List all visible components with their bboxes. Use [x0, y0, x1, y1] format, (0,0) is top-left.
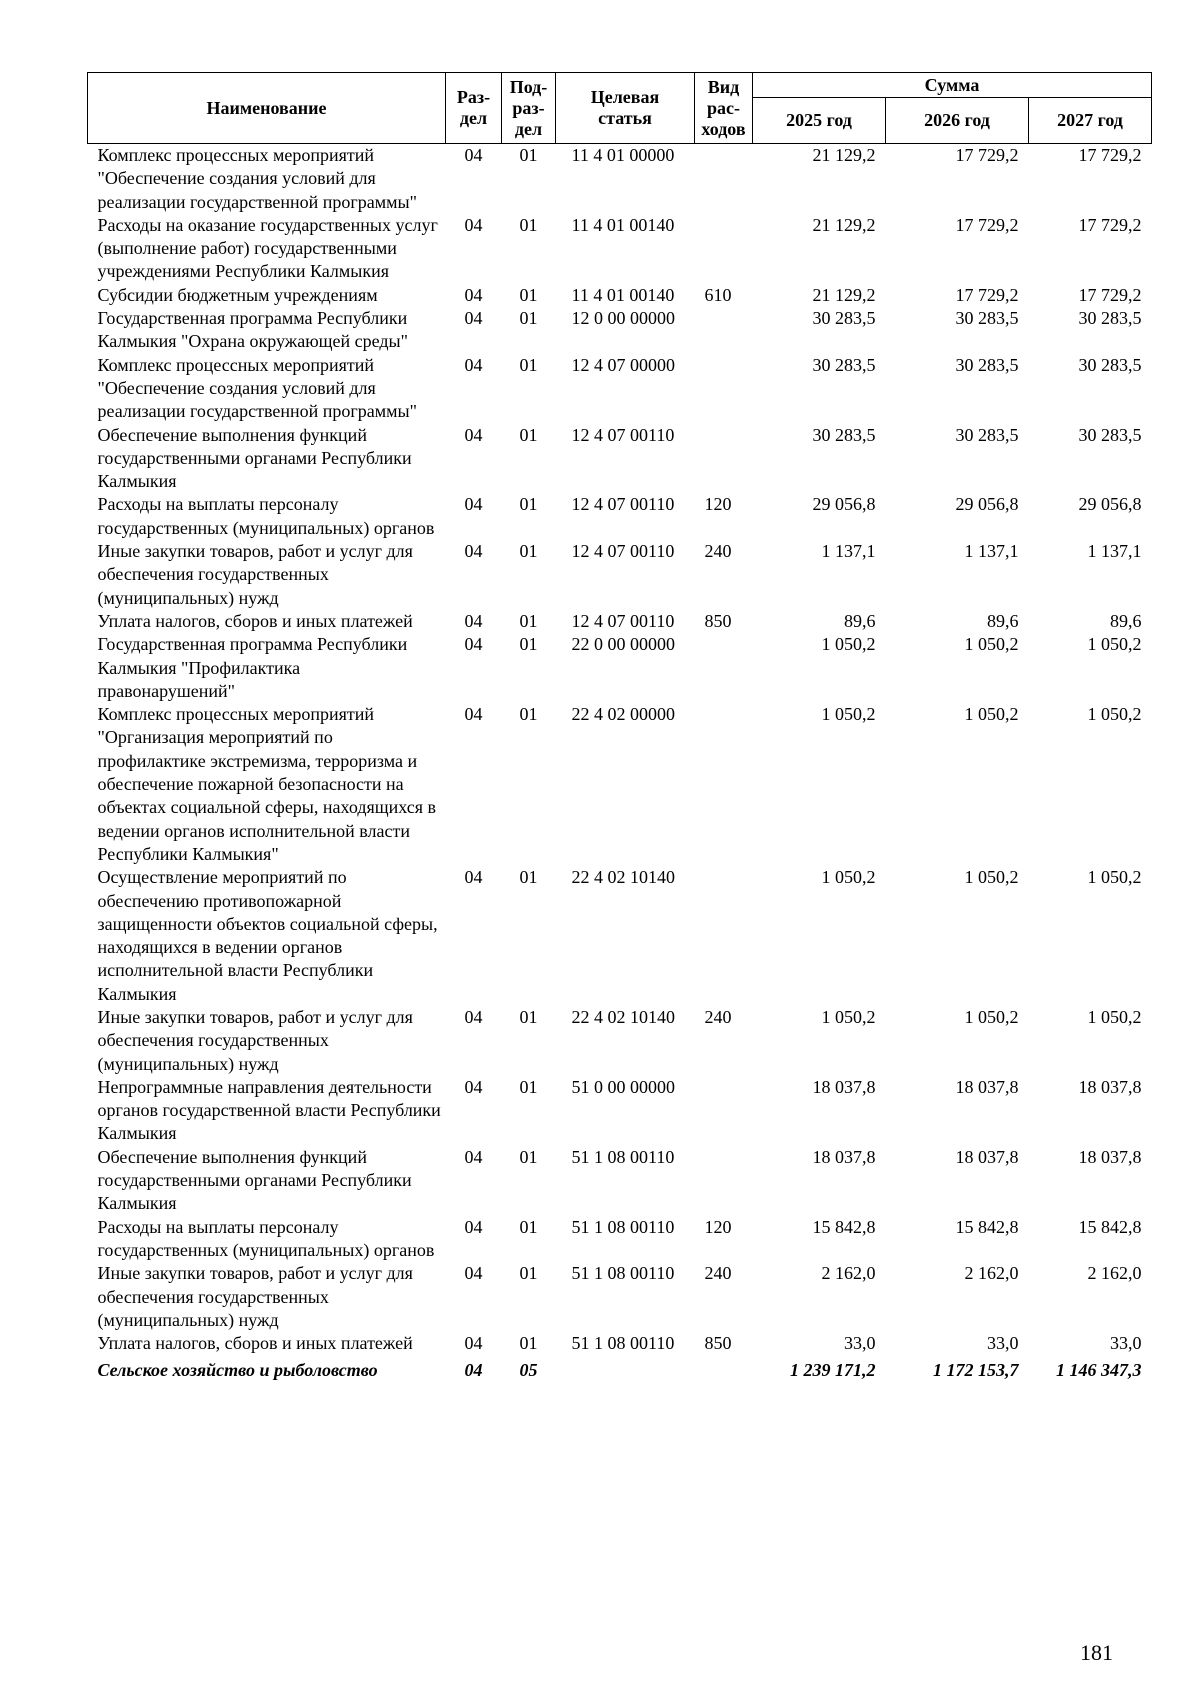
row-vid-rashodov [695, 1076, 753, 1146]
row-vid-rashodov: 120 [704, 1216, 732, 1237]
row-celevaya-statya: 51 1 08 00110 [571, 1216, 675, 1237]
row-amount-2026: 30 283,5 [955, 354, 1019, 375]
row-amount-2025: 21 129,2 [812, 214, 876, 235]
header-razdel: Раз- дел [446, 73, 502, 144]
row-amount-2026: 1 172 153,7 [933, 1360, 1019, 1381]
table-row [88, 866, 1152, 1006]
row-celevaya-statya [556, 1355, 695, 1382]
row-celevaya-statya: 22 4 02 10140 [571, 1006, 675, 1027]
row-amount-2026: 1 050,2 [964, 704, 1019, 725]
row-name: Уплата налогов, сборов и иных платежей [97, 1333, 413, 1354]
row-amount-2025: 30 283,5 [812, 308, 876, 329]
row-amount-2027: 18 037,8 [1078, 1076, 1142, 1097]
row-vid-rashodov: 120 [704, 494, 732, 515]
row-celevaya-statya: 22 4 02 00000 [571, 704, 675, 725]
row-name: Субсидии бюджетным учреждениям [97, 284, 378, 305]
row-razdel: 04 [464, 1146, 483, 1167]
row-amount-2025: 89,6 [844, 610, 876, 631]
row-vid-rashodov [695, 144, 753, 214]
table-row [88, 144, 1152, 214]
row-amount-2025: 1 239 171,2 [790, 1360, 876, 1381]
row-vid-rashodov [695, 633, 753, 703]
row-amount-2026: 1 050,2 [964, 634, 1019, 655]
row-podrazdel: 01 [519, 214, 538, 235]
row-razdel: 04 [464, 634, 483, 655]
row-podrazdel: 05 [519, 1360, 538, 1381]
table-row [88, 703, 1152, 866]
row-name: Государственная программа Республики Калмыкия "Профилактика правонарушений" [97, 634, 408, 701]
row-podrazdel: 01 [519, 867, 538, 888]
row-name: Осуществление мероприятий по обеспечению противопожарной защищенности объектов социальной сферы, находящихся в ведении органов исполнительной власти Республики Калмыкия [97, 867, 438, 1004]
row-name: Уплата налогов, сборов и иных платежей [97, 610, 413, 631]
row-celevaya-statya: 51 1 08 00110 [571, 1263, 675, 1284]
row-amount-2026: 89,6 [987, 610, 1019, 631]
row-amount-2026: 1 050,2 [964, 867, 1019, 888]
row-podrazdel: 01 [519, 704, 538, 725]
row-name: Комплекс процессных мероприятий "Обеспечение создания условий для реализации государственной программы" [97, 354, 417, 422]
row-celevaya-statya: 12 4 07 00000 [571, 354, 675, 375]
header-celevaya-statya: Целевая статья [556, 73, 695, 144]
row-amount-2026: 15 842,8 [955, 1216, 1019, 1237]
table-header [88, 73, 1152, 144]
table-row [88, 284, 1152, 307]
header-podrazdel: Под- раз- дел [502, 73, 556, 144]
row-celevaya-statya: 12 0 00 00000 [571, 308, 675, 329]
row-podrazdel: 01 [519, 284, 538, 305]
row-amount-2027: 1 050,2 [1087, 634, 1142, 655]
row-podrazdel: 01 [519, 1006, 538, 1027]
row-amount-2025: 29 056,8 [812, 494, 876, 515]
row-amount-2026: 1 050,2 [964, 1006, 1019, 1027]
row-name: Комплекс процессных мероприятий "Организация мероприятий по профилактике экстремизма, терроризма и обеспечение пожарной безопасности на объектах социальной сферы, находящихся в ведении органов исполнительной власти Республики Калмыкия" [97, 704, 437, 864]
row-amount-2026: 17 729,2 [955, 214, 1019, 235]
row-razdel: 04 [464, 541, 483, 562]
row-celevaya-statya: 51 0 00 00000 [571, 1076, 675, 1097]
row-razdel: 04 [464, 1216, 483, 1237]
row-podrazdel: 01 [519, 424, 538, 445]
row-vid-rashodov [695, 354, 753, 424]
page-number: 181 [1080, 1640, 1113, 1665]
row-amount-2027: 1 146 347,3 [1056, 1360, 1142, 1381]
row-name: Комплекс процессных мероприятий "Обеспечение создания условий для реализации государственной программы" [97, 145, 417, 212]
row-name: Непрограммные направления деятельности органов государственной власти Республики Калмыкия [97, 1076, 441, 1144]
row-vid-rashodov: 240 [704, 1263, 732, 1284]
row-amount-2025: 15 842,8 [812, 1216, 876, 1237]
row-amount-2027: 15 842,8 [1078, 1216, 1142, 1237]
row-amount-2026: 18 037,8 [955, 1146, 1019, 1167]
row-amount-2025: 1 137,1 [821, 541, 876, 562]
row-podrazdel: 01 [519, 1146, 538, 1167]
table-body [88, 144, 1152, 1383]
table-row [88, 307, 1152, 354]
row-amount-2026: 18 037,8 [955, 1076, 1019, 1097]
row-razdel: 04 [464, 424, 483, 445]
row-name: Иные закупки товаров, работ и услуг для обеспечения государственных (муниципальных) нужд [97, 1006, 413, 1074]
header-year-2026: 2026 год [886, 98, 1029, 144]
row-razdel: 04 [464, 1263, 483, 1284]
row-name: Расходы на выплаты персоналу государственных (муниципальных) органов [97, 1216, 435, 1260]
table-row-section-total [88, 1355, 1152, 1382]
table-row [88, 1006, 1152, 1076]
row-amount-2027: 30 283,5 [1078, 308, 1142, 329]
row-amount-2027: 1 050,2 [1087, 704, 1142, 725]
row-razdel: 04 [464, 1076, 483, 1097]
row-celevaya-statya: 11 4 01 00000 [571, 145, 675, 165]
row-amount-2026: 30 283,5 [955, 308, 1019, 329]
row-name: Иные закупки товаров, работ и услуг для обеспечения государственных (муниципальных) нужд [97, 541, 413, 608]
row-amount-2025: 33,0 [844, 1333, 876, 1354]
row-amount-2025: 21 129,2 [812, 145, 876, 165]
row-celevaya-statya: 22 0 00 00000 [571, 634, 675, 655]
row-razdel: 04 [464, 1006, 483, 1027]
row-celevaya-statya: 22 4 02 10140 [571, 867, 675, 888]
row-name: Государственная программа Республики Калмыкия "Охрана окружающей среды" [97, 308, 408, 352]
row-amount-2027: 29 056,8 [1078, 494, 1142, 515]
row-podrazdel: 01 [519, 1263, 538, 1284]
row-vid-rashodov: 850 [704, 1333, 732, 1354]
row-celevaya-statya: 12 4 07 00110 [571, 541, 675, 562]
row-amount-2027: 1 050,2 [1087, 1006, 1142, 1027]
row-amount-2027: 17 729,2 [1078, 214, 1142, 235]
row-vid-rashodov: 610 [704, 284, 732, 305]
table-row [88, 540, 1152, 610]
row-razdel: 04 [464, 214, 483, 235]
table-row [88, 354, 1152, 424]
row-amount-2027: 17 729,2 [1078, 284, 1142, 305]
table-row [88, 214, 1152, 284]
row-podrazdel: 01 [519, 610, 538, 631]
row-podrazdel: 01 [519, 308, 538, 329]
row-amount-2027: 17 729,2 [1078, 145, 1142, 165]
row-razdel: 04 [464, 308, 483, 329]
row-amount-2027: 1 137,1 [1087, 541, 1142, 562]
row-razdel: 04 [464, 704, 483, 725]
row-amount-2026: 17 729,2 [955, 145, 1019, 165]
row-amount-2025: 1 050,2 [821, 867, 876, 888]
row-vid-rashodov [695, 1355, 753, 1382]
row-podrazdel: 01 [519, 1076, 538, 1097]
row-amount-2027: 33,0 [1110, 1333, 1142, 1354]
row-amount-2027: 1 050,2 [1087, 867, 1142, 888]
row-celevaya-statya: 51 1 08 00110 [571, 1333, 675, 1354]
row-amount-2027: 30 283,5 [1078, 424, 1142, 445]
header-summa: Сумма [753, 73, 1152, 98]
row-amount-2025: 18 037,8 [812, 1076, 876, 1097]
row-amount-2025: 2 162,0 [821, 1263, 876, 1284]
table-row [88, 493, 1152, 540]
row-celevaya-statya: 12 4 07 00110 [571, 424, 675, 445]
row-razdel: 04 [464, 1333, 483, 1354]
row-amount-2025: 30 283,5 [812, 424, 876, 445]
row-vid-rashodov: 240 [704, 541, 732, 562]
row-vid-rashodov [695, 703, 753, 866]
row-razdel: 04 [464, 494, 483, 515]
row-vid-rashodov [695, 214, 753, 284]
row-name: Расходы на выплаты персоналу государственных (муниципальных) органов [97, 494, 435, 538]
row-name: Иные закупки товаров, работ и услуг для обеспечения государственных (муниципальных) нужд [97, 1263, 413, 1330]
document-page [87, 72, 1151, 1383]
row-vid-rashodov: 850 [704, 610, 732, 631]
row-vid-rashodov [695, 866, 753, 1006]
table-row [88, 610, 1152, 633]
table-row [88, 1146, 1152, 1216]
row-amount-2026: 1 137,1 [964, 541, 1019, 562]
row-amount-2026: 29 056,8 [955, 494, 1019, 515]
row-celevaya-statya: 12 4 07 00110 [571, 494, 675, 515]
budget-table [87, 72, 1152, 1383]
row-celevaya-statya: 12 4 07 00110 [571, 610, 675, 631]
row-podrazdel: 01 [519, 1333, 538, 1354]
header-vid-rashodov: Вид рас- ходов [695, 73, 753, 144]
row-razdel: 04 [464, 284, 483, 305]
row-amount-2025: 1 050,2 [821, 1006, 876, 1027]
row-razdel: 04 [464, 145, 483, 165]
row-amount-2026: 33,0 [987, 1333, 1019, 1354]
row-amount-2026: 2 162,0 [964, 1263, 1019, 1284]
row-name: Сельское хозяйство и рыболовство [97, 1360, 378, 1381]
row-amount-2025: 21 129,2 [812, 284, 876, 305]
row-razdel: 04 [464, 1360, 483, 1381]
header-name: Наименование [88, 73, 446, 144]
row-podrazdel: 01 [519, 1216, 538, 1237]
table-row [88, 1262, 1152, 1332]
row-celevaya-statya: 11 4 01 00140 [571, 214, 675, 235]
row-podrazdel: 01 [519, 145, 538, 165]
row-name: Обеспечение выполнения функций государственными органами Республики Калмыкия [97, 424, 412, 492]
row-razdel: 04 [464, 610, 483, 631]
table-row [88, 424, 1152, 494]
row-amount-2027: 30 283,5 [1078, 354, 1142, 375]
row-amount-2027: 18 037,8 [1078, 1146, 1142, 1167]
row-amount-2026: 30 283,5 [955, 424, 1019, 445]
header-year-2027: 2027 год [1029, 98, 1152, 144]
row-podrazdel: 01 [519, 354, 538, 375]
row-amount-2025: 30 283,5 [812, 354, 876, 375]
row-vid-rashodov [695, 1146, 753, 1216]
table-row [88, 1216, 1152, 1263]
row-podrazdel: 01 [519, 541, 538, 562]
table-row [88, 633, 1152, 703]
row-amount-2025: 1 050,2 [821, 704, 876, 725]
row-name: Расходы на оказание государственных услуг (выполнение работ) государственными учреждениями Республики Калмыкия [97, 214, 438, 282]
row-celevaya-statya: 51 1 08 00110 [571, 1146, 675, 1167]
row-vid-rashodov: 240 [704, 1006, 732, 1027]
row-podrazdel: 01 [519, 494, 538, 515]
row-amount-2025: 1 050,2 [821, 634, 876, 655]
row-razdel: 04 [464, 867, 483, 888]
table-row [88, 1332, 1152, 1355]
row-name: Обеспечение выполнения функций государственными органами Республики Калмыкия [97, 1146, 412, 1214]
row-vid-rashodov [695, 307, 753, 354]
row-amount-2025: 18 037,8 [812, 1146, 876, 1167]
row-vid-rashodov [695, 424, 753, 494]
row-celevaya-statya: 11 4 01 00140 [571, 284, 675, 305]
header-year-2025: 2025 год [753, 98, 886, 144]
table-row [88, 1076, 1152, 1146]
row-amount-2027: 2 162,0 [1087, 1263, 1142, 1284]
row-amount-2026: 17 729,2 [955, 284, 1019, 305]
row-razdel: 04 [464, 354, 483, 375]
row-amount-2027: 89,6 [1110, 610, 1142, 631]
row-podrazdel: 01 [519, 634, 538, 655]
